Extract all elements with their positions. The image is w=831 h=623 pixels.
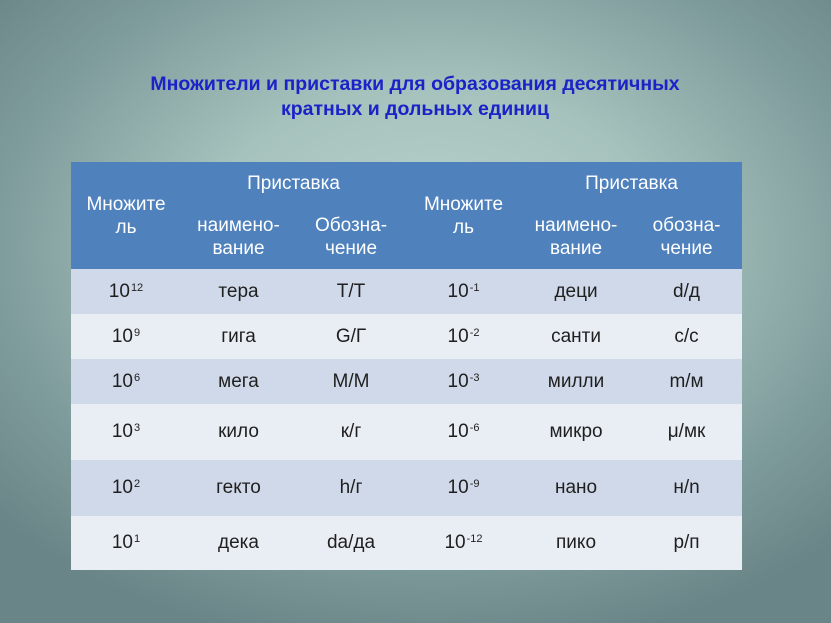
table-row <box>71 359 742 404</box>
fraction-multiplier-cell: $10^{-1}$ <box>406 269 521 314</box>
fraction-prefix-symbol-cell: c/c <box>631 314 742 359</box>
fraction-prefix-name-cell: санти <box>521 314 631 359</box>
multiplier-cell: $10^1$ <box>71 516 181 570</box>
fraction-prefix-symbol-cell: p/п <box>631 516 742 570</box>
fraction-prefix-symbol-cell: н/n <box>631 460 742 516</box>
prefix-name-cell: гекто <box>181 460 296 516</box>
fraction-prefix-name-cell: милли <box>521 359 631 404</box>
table-row <box>71 314 742 359</box>
fraction-multiplier-cell: $10^{-2}$ <box>406 314 521 359</box>
prefix-symbol-cell: h/г <box>296 460 406 516</box>
fraction-prefix-name-cell: микро <box>521 404 631 460</box>
multiplier-cell: $10^6$ <box>71 359 181 404</box>
prefix-table <box>71 162 742 570</box>
fraction-prefix-symbol-cell: μ/мк <box>631 404 742 460</box>
header-name-right: наимено- вание <box>521 205 631 269</box>
fraction-prefix-symbol-cell: d/д <box>631 269 742 314</box>
prefix-name-cell: дека <box>181 516 296 570</box>
prefix-symbol-cell: da/да <box>296 516 406 570</box>
fraction-prefix-name-cell: деци <box>521 269 631 314</box>
header-row-top <box>71 162 742 205</box>
prefix-name-cell: мега <box>181 359 296 404</box>
fraction-multiplier-cell: $10^{-3}$ <box>406 359 521 404</box>
header-prefix-right: Приставка <box>521 162 742 205</box>
multiplier-cell: $10^9$ <box>71 314 181 359</box>
header-multiplier-left: Множите ль <box>71 162 181 269</box>
fraction-prefix-name-cell: пико <box>521 516 631 570</box>
header-symbol-right: обозна- чение <box>631 205 742 269</box>
title-line-2: кратных и дольных единиц <box>280 98 549 120</box>
header-prefix-left: Приставка <box>181 162 406 205</box>
prefix-symbol-cell: T/Т <box>296 269 406 314</box>
table-row <box>71 404 742 460</box>
header-symbol-left: Обозна- чение <box>296 205 406 269</box>
fraction-multiplier-cell: $10^{-6}$ <box>406 404 521 460</box>
header-multiplier-right: Множите ль <box>406 162 521 269</box>
title-line-1: Множители и приставки для образования десятичных <box>150 73 680 95</box>
table-row <box>71 460 742 516</box>
fraction-prefix-name-cell: нано <box>521 460 631 516</box>
header-name-left: наимено- вание <box>181 205 296 269</box>
fraction-multiplier-cell: $10^{-9}$ <box>406 460 521 516</box>
multiplier-cell: $10^2$ <box>71 460 181 516</box>
prefix-name-cell: кило <box>181 404 296 460</box>
fraction-prefix-symbol-cell: m/м <box>631 359 742 404</box>
prefix-symbol-cell: к/г <box>296 404 406 460</box>
fraction-multiplier-cell: $10^{-12}$ <box>406 516 521 570</box>
table-row <box>71 269 742 314</box>
prefix-name-cell: тера <box>181 269 296 314</box>
prefix-name-cell: гига <box>181 314 296 359</box>
slide-title <box>60 72 770 122</box>
table-row <box>71 516 742 570</box>
prefix-symbol-cell: M/М <box>296 359 406 404</box>
multiplier-cell: $10^3$ <box>71 404 181 460</box>
multiplier-cell: $10^{12}$ <box>71 269 181 314</box>
prefix-symbol-cell: G/Г <box>296 314 406 359</box>
